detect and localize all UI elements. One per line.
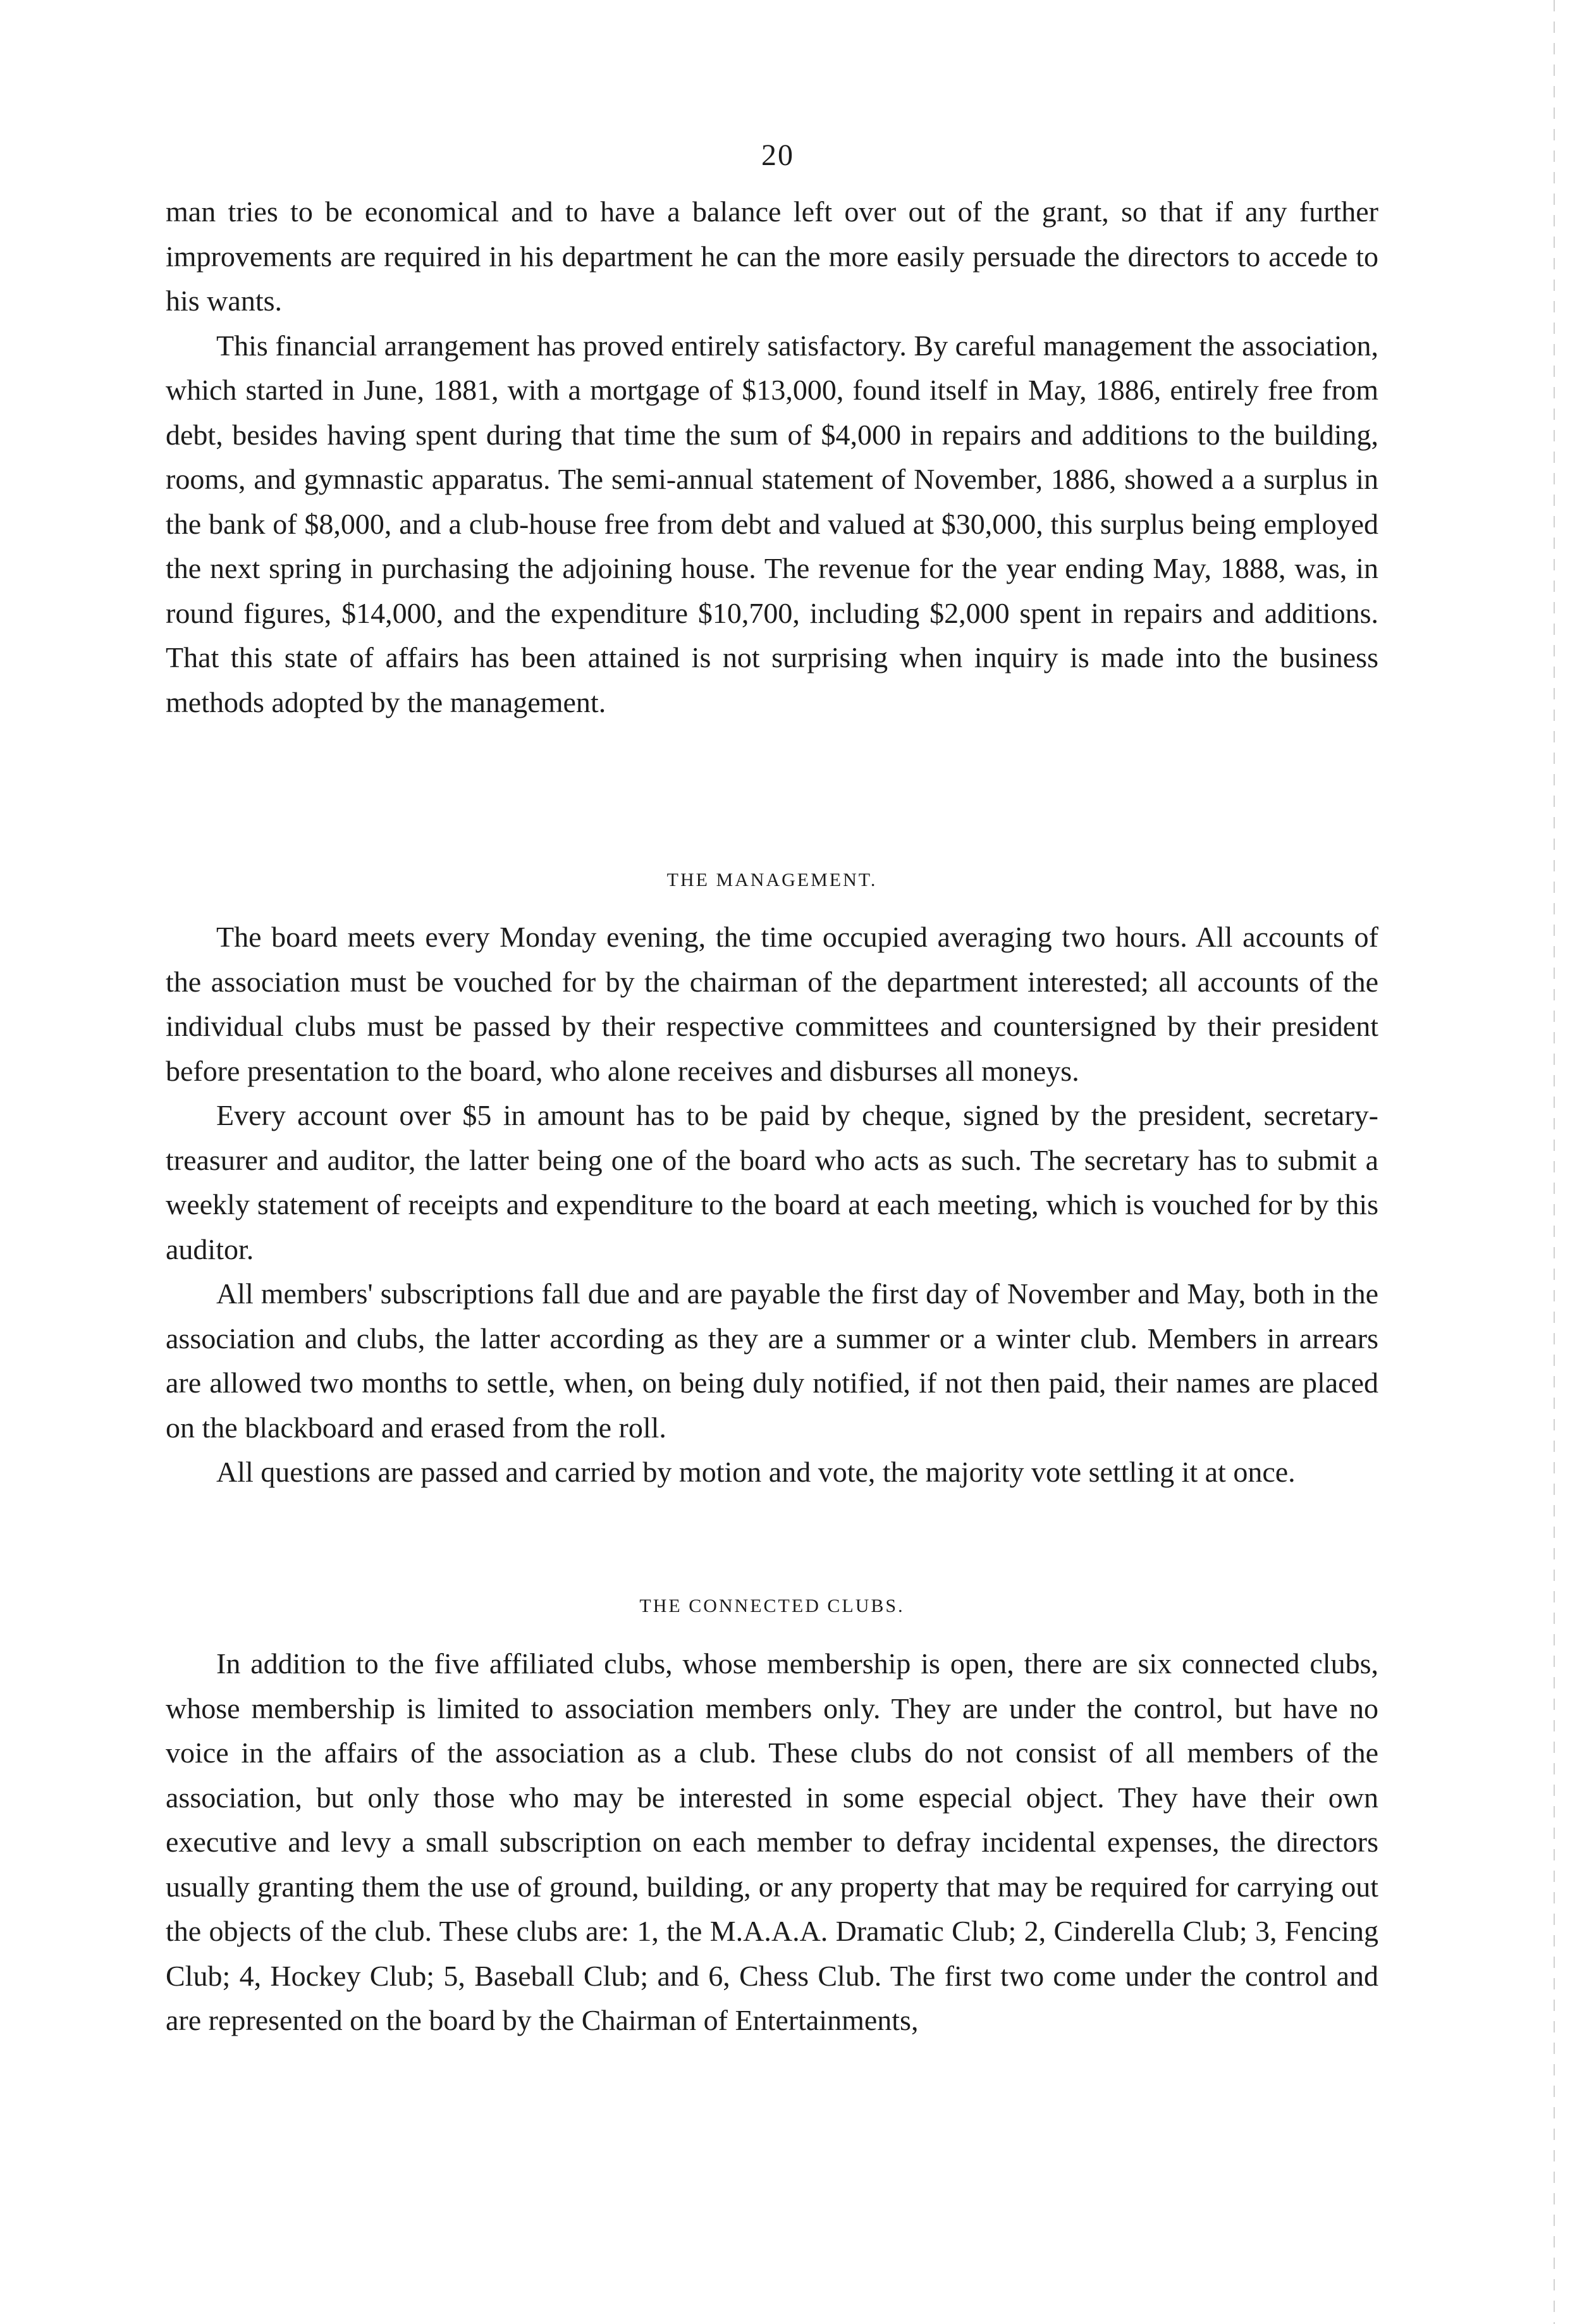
heading-management: THE MANAGEMENT. xyxy=(666,870,878,890)
page-number: 20 xyxy=(761,138,794,172)
intro-section xyxy=(166,190,1378,725)
scan-edge-line xyxy=(1554,0,1555,2324)
paragraph-continuation: man tries to be economical and to have a balance left over out of the grant, so that if any further improvements are required in his department he can the more easily persuade the directors to accede to his wants. xyxy=(166,195,1378,317)
heading-connected-clubs: THE CONNECTED CLUBS. xyxy=(639,1595,905,1616)
paragraph-subscriptions: All members' subscriptions fall due and are payable the first day of November and May, both in the association and clubs, the latter according as they are a summer or a winter club. Members in arrears are allowed two months to settle, when, on being duly notified, if not then paid, their names are placed on the blackboard and erased from the roll. xyxy=(166,1277,1378,1444)
paragraph-voting: All questions are passed and carried by motion and vote, the majority vote settling it at once. xyxy=(216,1456,1296,1488)
paragraph-connected-clubs: In addition to the five affiliated clubs, whose membership is open, there are six connected clubs, whose membership is limited to association members only. They are under the control, but have no voice in the affairs of the association as a club. These clubs do not consist of all members of the association, but only those who may be interested in some especial object. They have their own executive and levy a small subscription on each member to defray incidental expenses, the directors usually granting them the use of ground, building, or any property that may be required for carrying out the objects of the club. These clubs are: 1, the M.A.A.A. Dramatic Club; 2, Cinderella Club; 3, Fencing Club; 4, Hockey Club; 5, Baseball Club; and 6, Chess Club. The first two come under the control and are represented on the board by the Chairman of Entertainments, xyxy=(166,1647,1378,2036)
paragraph-financial-arrangement: This financial arrangement has proved entirely satisfactory. By careful management the association, which started in June, 1881, with a mortgage of $13,000, found itself in May, 1886, entirely free from debt, besides having spent during that time the sum of $4,000 in repairs and additions to the building, rooms, and gymnastic apparatus. The semi-annual statement of November, 1886, showed a a surplus in the bank of $8,000, and a club-house free from debt and valued at $30,000, this surplus being employed the next spring in purchasing the adjoining house. The revenue for the year ending May, 1888, was, in round figures, $14,000, and the expenditure $10,700, including $2,000 spent in repairs and additions. That this state of affairs has been attained is not surprising when inquiry is made into the business methods adopted by the management. xyxy=(166,329,1378,718)
paragraph-board-meetings: The board meets every Monday evening, the time occupied averaging two hours. All accounts of the association must be vouched for by the chairman of the department interested; all accounts of the individual clubs must be passed by their respective committees and countersigned by their president before presentation to the board, who alone receives and disburses all moneys. xyxy=(166,921,1378,1087)
management-section xyxy=(166,915,1378,1495)
connected-clubs-section xyxy=(166,1642,1378,2043)
paragraph-accounts: Every account over $5 in amount has to be paid by cheque, signed by the president, secretary-treasurer and auditor, the latter being one of the board who acts as such. The secretary has to submit a weekly statement of receipts and expenditure to the board at each meeting, which is vouched for by this auditor. xyxy=(166,1099,1378,1265)
